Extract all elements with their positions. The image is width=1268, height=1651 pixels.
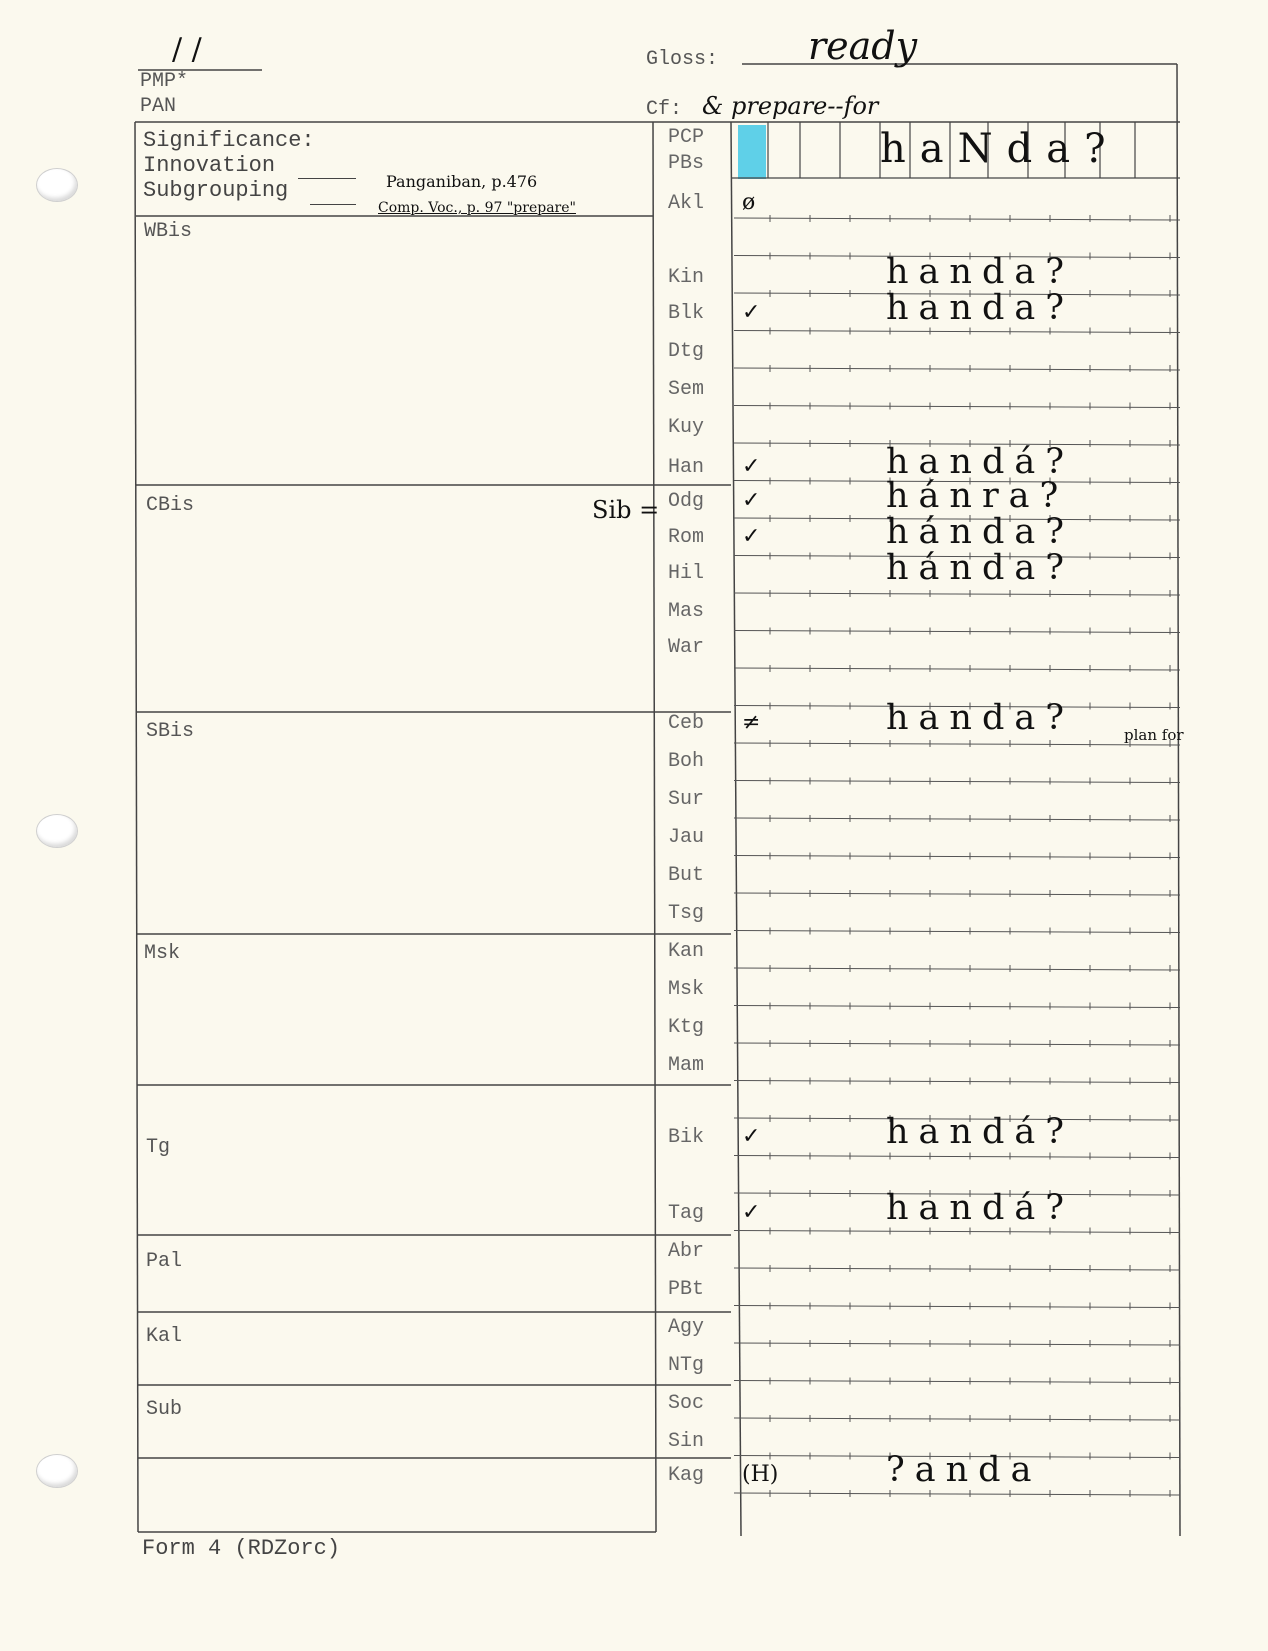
language-code: Ceb	[668, 712, 705, 735]
cf-value: & prepare--for	[702, 92, 879, 120]
language-code: Han	[668, 456, 705, 479]
language-code: Blk	[668, 302, 705, 325]
ruled-line	[734, 631, 1180, 633]
reflex-form: handa?	[886, 252, 1074, 292]
ruled-line	[734, 1156, 1180, 1158]
language-code: But	[668, 864, 705, 887]
ruled-line	[734, 368, 1180, 370]
language-code: Sin	[668, 1430, 705, 1453]
ruled-line	[734, 1306, 1180, 1308]
ruled-line	[734, 1006, 1180, 1008]
ruled-line	[734, 1081, 1180, 1083]
check-mark: ✓	[742, 488, 761, 513]
language-code: Sem	[668, 378, 705, 401]
language-code: Kag	[668, 1464, 705, 1487]
subgrouping-blank	[310, 204, 356, 205]
language-code: Tag	[668, 1202, 705, 1225]
language-code: Mas	[668, 600, 705, 623]
reflex-form: hánra?	[886, 476, 1069, 516]
pmp-label: PMP*	[140, 70, 189, 93]
ruled-line	[734, 856, 1180, 858]
reflex-form: hánda?	[886, 548, 1074, 588]
check-mark: ✓	[742, 300, 761, 325]
ruled-line	[734, 1043, 1180, 1045]
date-slashes: / /	[172, 32, 202, 67]
section-sub: Sub	[146, 1398, 183, 1421]
check-mark: (H)	[742, 1462, 779, 1487]
ruled-line	[734, 818, 1180, 820]
ruled-line	[734, 1268, 1180, 1270]
reflex-form: handá?	[886, 1112, 1074, 1152]
reference-1: Panganiban, p.476	[386, 172, 538, 191]
ruled-line	[734, 218, 1180, 220]
language-code: PCP	[668, 126, 705, 149]
reflex-form: ?anda	[886, 1450, 1042, 1490]
form-footer: Form 4 (RDZorc)	[142, 1536, 341, 1561]
reflex-form: haNda?	[880, 126, 1120, 172]
language-code: Hil	[668, 562, 705, 585]
language-code: Soc	[668, 1392, 705, 1415]
reflex-form: handa?	[886, 698, 1074, 738]
language-code: War	[668, 636, 705, 659]
ruled-line	[734, 1343, 1180, 1345]
language-code: NTg	[668, 1354, 705, 1377]
section-cbis: CBis	[146, 494, 195, 517]
language-code: Sur	[668, 788, 705, 811]
sib-note: Sib =	[592, 496, 660, 524]
section-sbis: SBis	[146, 720, 195, 743]
ruled-line	[734, 893, 1180, 895]
ruled-line	[734, 1493, 1180, 1495]
language-code: Kan	[668, 940, 705, 963]
gloss-label: Gloss:	[646, 48, 719, 71]
language-code: Boh	[668, 750, 705, 773]
ruled-line	[734, 781, 1180, 783]
language-code: Bik	[668, 1126, 705, 1149]
gloss-value: ready	[808, 24, 918, 68]
innovation-label: Innovation	[143, 153, 276, 178]
reflex-form: hánda?	[886, 512, 1074, 552]
ruled-line	[734, 1381, 1180, 1383]
language-code: Akl	[668, 192, 705, 215]
subgrouping-label: Subgrouping	[143, 178, 289, 203]
check-mark: ✓	[742, 1200, 761, 1225]
language-code: Mam	[668, 1054, 705, 1077]
reflex-form: handá?	[886, 1188, 1074, 1228]
innovation-blank	[298, 178, 356, 179]
check-mark: ✓	[742, 454, 761, 479]
pan-label: PAN	[140, 95, 177, 118]
check-mark: ø	[742, 190, 756, 215]
language-code: Rom	[668, 526, 705, 549]
ruled-line	[734, 331, 1180, 333]
significance-label: Significance:	[143, 128, 315, 153]
ruled-line	[734, 968, 1180, 970]
gloss-note: plan for	[1124, 726, 1184, 744]
reflex-form: handá?	[886, 442, 1074, 482]
ruled-line	[734, 593, 1180, 595]
reflex-form: handa?	[886, 288, 1074, 328]
ruled-line	[734, 406, 1180, 408]
language-code: Msk	[668, 978, 705, 1001]
language-code: Agy	[668, 1316, 705, 1339]
check-mark: ✓	[742, 1124, 761, 1149]
ruled-line	[734, 743, 1180, 745]
section-msk: Msk	[144, 942, 181, 965]
check-mark: ✓	[742, 524, 761, 549]
ruled-line	[734, 668, 1180, 670]
ruled-line	[734, 931, 1180, 933]
ruled-line	[734, 1231, 1180, 1233]
language-code: Dtg	[668, 340, 705, 363]
section-wbis: WBis	[144, 220, 193, 243]
language-code: PBs	[668, 152, 705, 175]
section-kal: Kal	[146, 1325, 183, 1348]
language-code: Ktg	[668, 1016, 705, 1039]
section-tg: Tg	[146, 1136, 171, 1159]
check-mark: ≠	[742, 710, 761, 735]
language-code: Kuy	[668, 416, 705, 439]
section-pal: Pal	[146, 1250, 183, 1273]
language-code: Kin	[668, 266, 705, 289]
language-code: Tsg	[668, 902, 705, 925]
language-code: Jau	[668, 826, 705, 849]
cf-label: Cf:	[646, 98, 683, 121]
language-code: PBt	[668, 1278, 705, 1301]
language-code: Odg	[668, 490, 705, 513]
language-code: Abr	[668, 1240, 705, 1263]
ruled-line	[734, 1418, 1180, 1420]
reference-2: Comp. Voc., p. 97 "prepare"	[378, 200, 576, 216]
